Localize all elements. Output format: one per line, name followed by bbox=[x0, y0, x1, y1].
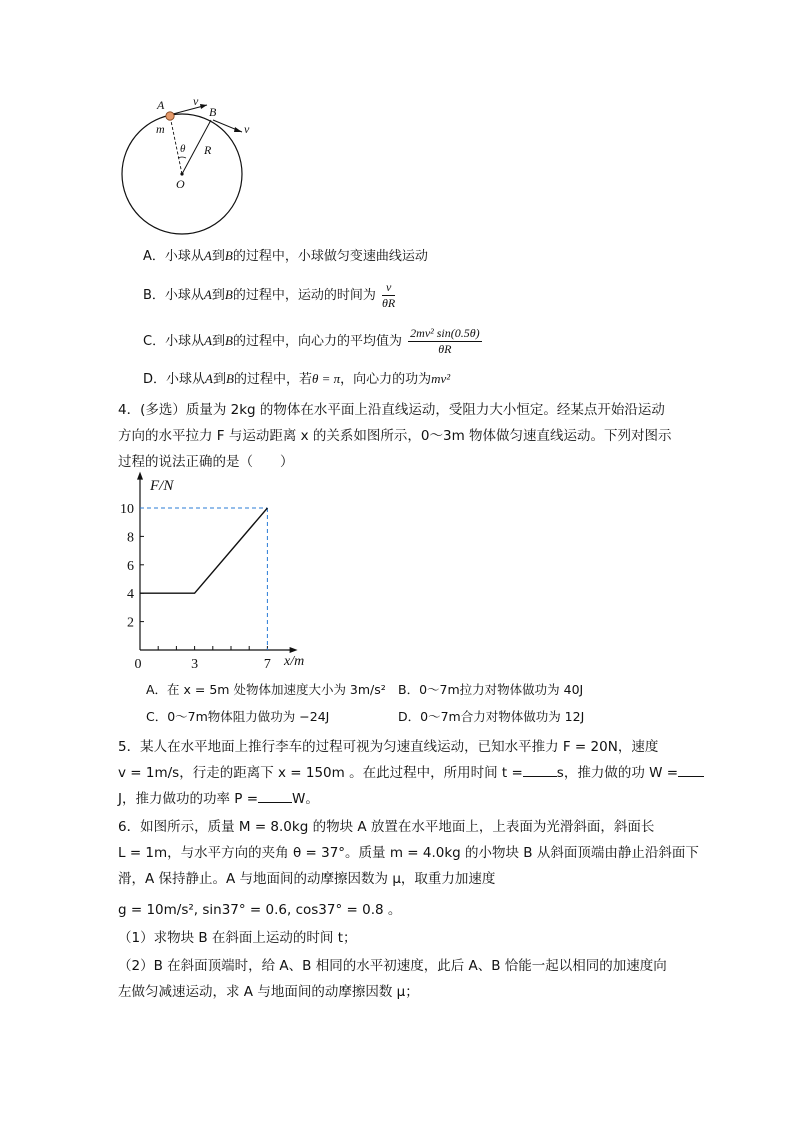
blank-power[interactable] bbox=[258, 788, 292, 803]
label-m: m bbox=[156, 122, 165, 136]
chart-xlabel: x/m bbox=[284, 654, 305, 669]
q3-option-c: C．小球从A到B的过程中，向心力的平均值为 $\frac{\text{2mv² sin(0.5θ)}}{\theta R}$ bbox=[143, 326, 480, 356]
q6-line4: g = 10m/s², sin37° = 0.6, cos37° = 0.8 。 bbox=[118, 902, 402, 918]
label-O: O bbox=[176, 177, 185, 191]
label-A: A bbox=[157, 98, 165, 112]
chart-ylabel: F/N bbox=[150, 478, 174, 494]
series-line bbox=[140, 508, 267, 593]
circle-figure bbox=[115, 92, 255, 242]
q4-stem-line3: 过程的说法正确的是（ ） bbox=[118, 454, 294, 470]
q5-line1: 5．某人在水平地面上推行李车的过程可视为匀速直线运动，已知水平推力 F = 20N，速度 bbox=[118, 739, 659, 755]
y-tick-label-4: 4 bbox=[127, 587, 134, 603]
q6-subquestion-2b: 左做匀减速运动，求 A 与地面间的动摩擦因数 μ； bbox=[118, 984, 419, 1000]
arrowhead-B bbox=[234, 127, 242, 132]
q6-line1: 6．如图所示，质量 M = 8.0kg 的物块 A 放置在水平地面上，上表面为光滑斜面，斜面长 bbox=[118, 819, 655, 835]
blank-work[interactable] bbox=[678, 762, 704, 777]
y-axis-arrow bbox=[137, 472, 143, 480]
q4-option-c: C．0～7m物体阻力做功为 −24J bbox=[146, 709, 330, 724]
label-R: R bbox=[204, 143, 212, 157]
q6-line3: 滑，A 保持静止。A 与地面间的动摩擦因数为 μ，取重力加速度 bbox=[118, 871, 496, 887]
force-distance-chart bbox=[120, 470, 330, 680]
x-tick-label-7: 7 bbox=[263, 657, 271, 672]
y-tick-label-8: 8 bbox=[127, 530, 134, 546]
q6-line2: L = 1m，与水平方向的夹角 θ = 37°。质量 m = 4.0kg 的小物块 B 从斜面顶端由静止沿斜面下 bbox=[118, 845, 699, 861]
arrowhead-A bbox=[200, 104, 207, 109]
q3-option-d: D．小球从A到B的过程中，若θ = π，向心力的功为mv² bbox=[143, 371, 451, 387]
q6-subquestion-1: （1）求物块 B 在斜面上运动的时间 t； bbox=[118, 930, 357, 946]
theta-arc bbox=[178, 157, 186, 158]
y-tick-label-6: 6 bbox=[127, 558, 134, 574]
blank-time[interactable] bbox=[523, 762, 557, 777]
y-tick-label-2: 2 bbox=[127, 615, 134, 631]
q5-line2: v = 1m/s，行走的距离下 x = 150m 。在此过程中，所用时间 t = s，推力做的功 W = bbox=[118, 760, 704, 786]
x-tick-label-3: 3 bbox=[191, 657, 199, 672]
fraction-time: $\frac{v}{\theta R}$ bbox=[382, 280, 396, 310]
q4-option-b: B．0～7m拉力对物体做功为 40J bbox=[398, 682, 584, 697]
fraction-force: $\frac{\text{2mv² sin(0.5θ)}}{\theta R}$ bbox=[410, 326, 480, 356]
q5-line3: J，推力做功的功率 P = W。 bbox=[118, 786, 319, 812]
center-point bbox=[180, 172, 183, 175]
q4-option-a: A．在 x = 5m 处物体加速度大小为 3m/s² bbox=[146, 682, 386, 697]
label-v-right: v bbox=[244, 122, 250, 136]
q3-option-a: A．小球从A到B的过程中，小球做匀变速曲线运动 bbox=[143, 248, 428, 264]
label-B: B bbox=[209, 105, 217, 119]
ball bbox=[166, 112, 174, 120]
q6-subquestion-2a: （2）B 在斜面顶端时，给 A、B 相同的水平初速度，此后 A、B 恰能一起以相同的加速度向 bbox=[118, 958, 667, 974]
q3-option-b: B．小球从A到B的过程中，运动的时间为 $\frac{v}{\theta R}$ bbox=[143, 280, 396, 310]
y-tick-label-10: 10 bbox=[120, 502, 134, 517]
x-tick-label-0: 0 bbox=[134, 657, 142, 672]
q4-option-d: D．0～7m合力对物体做功为 12J bbox=[398, 709, 585, 724]
label-v-top: v bbox=[193, 94, 199, 108]
label-theta: θ bbox=[180, 143, 186, 155]
q4-stem-line2: 方向的水平拉力 F 与运动距离 x 的关系如图所示，0～3m 物体做匀速直线运动。下列对图示 bbox=[118, 428, 672, 444]
q4-stem-line1: 4．(多选）质量为 2kg 的物体在水平面上沿直线运动，受阻力大小恒定。经某点开始沿运动 bbox=[118, 402, 665, 418]
x-axis-arrow bbox=[290, 647, 298, 653]
